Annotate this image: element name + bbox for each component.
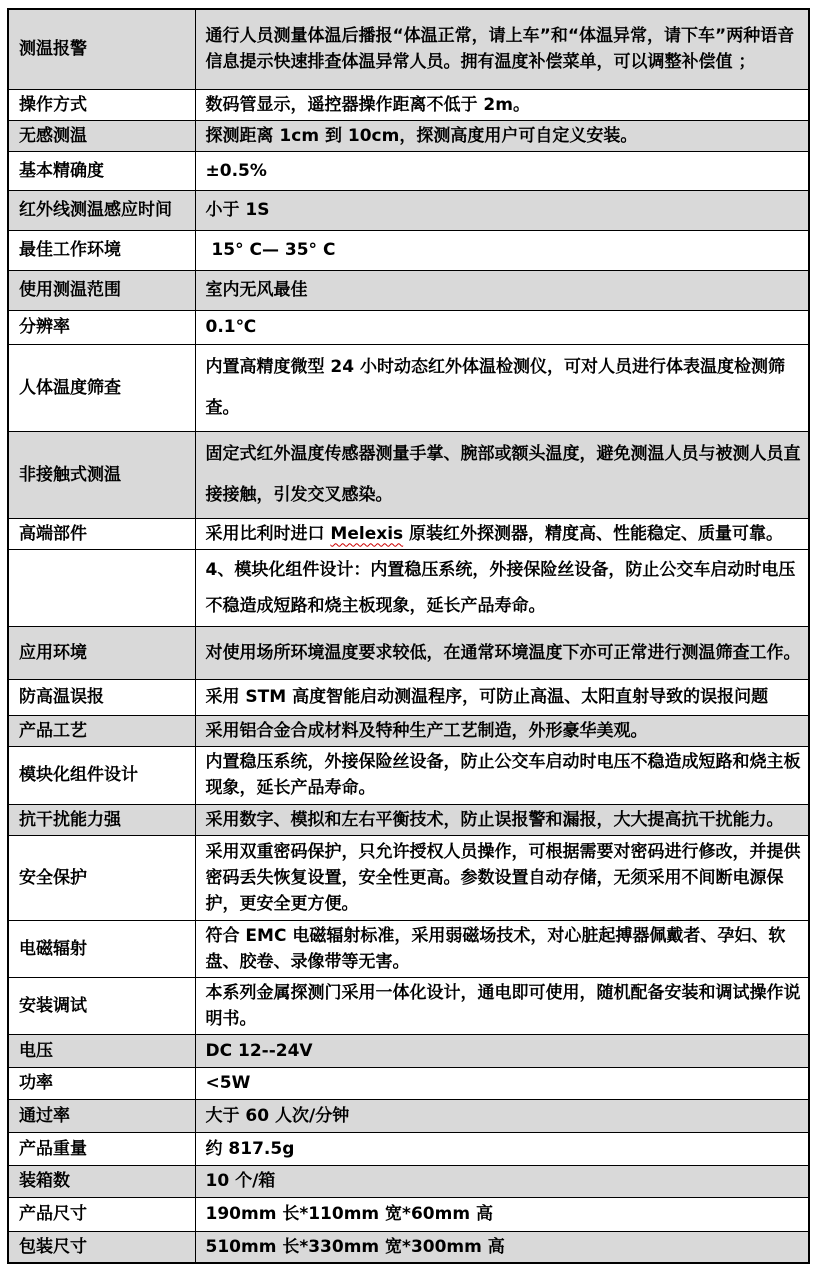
table-row	[8, 1165, 809, 1197]
spec-table-body	[8, 9, 809, 1263]
spec-label-cell	[8, 120, 195, 151]
spellcheck-flagged-word: Melexis	[330, 523, 404, 544]
table-row	[8, 230, 809, 270]
spec-label-cell	[8, 310, 195, 344]
spec-value: 内置稳压系统，外接保险丝设备，防止公交车启动时电压不稳造成短路和烧主板现象，延长产品寿命。	[205, 752, 801, 798]
spec-value-cell	[195, 518, 809, 549]
spec-value-cell	[195, 120, 809, 151]
spec-label: 基本精确度	[19, 160, 104, 181]
spec-value: 190mm 长*110mm 宽*60mm 高	[205, 1204, 493, 1224]
spec-label-cell	[8, 549, 195, 626]
spec-value-cell	[195, 1197, 809, 1231]
spec-label-cell	[8, 270, 195, 310]
spec-value: 10 个/箱	[205, 1171, 276, 1191]
spec-value: 采用 STM 高度智能启动测温程序，可防止高温、太阳直射导致的误报问题	[205, 687, 769, 707]
spec-label: 最佳工作环境	[19, 240, 121, 260]
table-row	[8, 120, 809, 151]
spec-label: 应用环境	[19, 642, 87, 663]
spec-value-cell	[195, 230, 809, 270]
spec-label: 产品尺寸	[19, 1204, 87, 1224]
table-row	[8, 804, 809, 835]
table-row	[8, 310, 809, 344]
spec-value-cell	[195, 626, 809, 679]
spec-label: 产品工艺	[19, 720, 87, 741]
spec-value: DC 12--24V	[205, 1040, 313, 1061]
spec-value: 15° C— 35° C	[205, 240, 336, 260]
spec-value: 探测距离 1cm 到 10cm，探测高度用户可自定义安装。	[205, 125, 638, 146]
spec-value: 数码管显示，遥控器操作距离不低于 2m。	[205, 94, 530, 115]
spec-value-cell	[195, 89, 809, 120]
spec-value-cell	[195, 270, 809, 310]
value-text-segment: 原装红外探测器，精度高、性能稳定、质量可靠。	[403, 523, 784, 544]
spec-value: 大于 60 人次/分钟	[205, 1105, 350, 1126]
spec-label: 抗干扰能力强	[19, 809, 121, 830]
spec-value-cell	[195, 549, 809, 626]
spec-label: 红外线测温感应时间	[19, 200, 172, 220]
spec-label-cell	[8, 804, 195, 835]
spec-label: 分辨率	[19, 317, 70, 337]
spec-value: 内置高精度微型 24 小时动态红外体温检测仪，可对人员进行体表温度检测筛查。	[205, 356, 785, 418]
table-row	[8, 746, 809, 804]
table-row	[8, 1231, 809, 1263]
spec-value: 对使用场所环境温度要求较低，在通常环境温度下亦可正常进行测温筛查工作。	[205, 642, 801, 663]
spec-label-cell	[8, 1165, 195, 1197]
spec-label: 电压	[19, 1040, 53, 1061]
spec-label-cell	[8, 1034, 195, 1067]
spec-value-cell	[195, 1034, 809, 1067]
spec-value-cell	[195, 9, 809, 89]
value-text-segment: 采用比利时进口	[205, 523, 331, 544]
spec-value-cell	[195, 1231, 809, 1263]
table-row	[8, 9, 809, 89]
table-row	[8, 1067, 809, 1099]
spec-value-cell	[195, 344, 809, 431]
spec-value-cell	[195, 1132, 809, 1165]
spec-label: 电磁辐射	[19, 938, 87, 959]
table-row	[8, 549, 809, 626]
spec-value: 采用铝合金合成材料及特种生产工艺制造，外形豪华美观。	[205, 720, 648, 741]
spec-value: 采用双重密码保护，只允许授权人员操作，可根据需要对密码进行修改，并提供密码丢失恢复设置，安全性更高。参数设置自动存储，无须采用不间断电源保护，更安全更方便。	[205, 841, 801, 914]
spec-label-cell	[8, 190, 195, 230]
spec-value: 本系列金属探测门采用一体化设计，通电即可使用，随机配备安装和调试操作说明书。	[205, 982, 801, 1029]
spec-value-cell	[195, 920, 809, 977]
spec-value-cell	[195, 151, 809, 190]
spec-label-cell	[8, 679, 195, 715]
spec-value-cell	[195, 715, 809, 746]
table-row	[8, 1132, 809, 1165]
table-row	[8, 270, 809, 310]
spec-label-cell	[8, 835, 195, 920]
spec-value-cell	[195, 1165, 809, 1197]
table-row	[8, 518, 809, 549]
spec-label: 功率	[19, 1073, 53, 1093]
spec-value: 室内无风最佳	[205, 280, 308, 300]
spec-value: 4、模块化组件设计：内置稳压系统，外接保险丝设备，防止公交车启动时电压不稳造成短路和烧主板现象，延长产品寿命。	[205, 559, 796, 616]
product-spec-table	[7, 8, 810, 1264]
spec-value-cell	[195, 679, 809, 715]
spec-value: ±0.5%	[205, 160, 267, 181]
spec-label-cell	[8, 626, 195, 679]
table-row	[8, 679, 809, 715]
spec-value: 符合 EMC 电磁辐射标准，采用弱磁场技术，对心脏起搏器佩戴者、孕妇、软盘、胶卷、录像带等无害。	[205, 925, 786, 972]
spec-label-cell	[8, 1067, 195, 1099]
table-row	[8, 89, 809, 120]
spec-label: 操作方式	[19, 94, 87, 115]
spec-label: 装箱数	[19, 1171, 70, 1191]
spec-label-cell	[8, 920, 195, 977]
spec-value: 约 817.5g	[205, 1138, 295, 1159]
spec-value-cell	[195, 835, 809, 920]
table-row	[8, 1034, 809, 1067]
spec-label: 无感测温	[19, 125, 87, 146]
spec-value: 0.1℃	[205, 317, 257, 337]
table-row	[8, 190, 809, 230]
table-row	[8, 835, 809, 920]
spec-value-cell	[195, 310, 809, 344]
spec-value: <5W	[205, 1073, 251, 1093]
spec-label-cell	[8, 977, 195, 1034]
spec-label-cell	[8, 1197, 195, 1231]
spec-label-cell	[8, 1231, 195, 1263]
spec-value: 通行人员测量体温后播报“体温正常，请上车”和“体温异常，请下车”两种语音信息提示快速排查体温异常人员。拥有温度补偿菜单，可以调整补偿值 ；	[205, 26, 795, 73]
spec-value-cell	[195, 1099, 809, 1132]
spec-value: 采用数字、模拟和左右平衡技术，防止误报警和漏报，大大提高抗干扰能力。	[205, 809, 784, 830]
spec-value-cell	[195, 746, 809, 804]
table-row	[8, 151, 809, 190]
spec-value: 小于 1S	[205, 200, 270, 220]
spec-label: 使用测温范围	[19, 280, 121, 300]
spec-label-cell	[8, 715, 195, 746]
spec-label-cell	[8, 746, 195, 804]
spec-value-cell	[195, 190, 809, 230]
spec-label: 测温报警	[19, 39, 87, 60]
spec-value-cell	[195, 1067, 809, 1099]
spec-label: 防高温误报	[19, 687, 104, 707]
table-row	[8, 431, 809, 518]
spec-label-cell	[8, 230, 195, 270]
spec-label-cell	[8, 1132, 195, 1165]
spec-label-cell	[8, 344, 195, 431]
table-row	[8, 977, 809, 1034]
table-row	[8, 920, 809, 977]
spec-label: 非接触式测温	[19, 464, 121, 485]
spec-label: 高端部件	[19, 523, 87, 544]
spec-label-cell	[8, 431, 195, 518]
spec-label-cell	[8, 89, 195, 120]
table-row	[8, 344, 809, 431]
table-row	[8, 715, 809, 746]
table-row	[8, 1099, 809, 1132]
spec-value-cell	[195, 804, 809, 835]
spec-label: 安装调试	[19, 995, 87, 1016]
spec-value: 固定式红外温度传感器测量手掌、腕部或额头温度，避免测温人员与被测人员直接接触，引发交叉感染。	[205, 443, 801, 505]
spec-label: 通过率	[19, 1105, 70, 1126]
spec-value-cell	[195, 431, 809, 518]
table-row	[8, 1197, 809, 1231]
spec-label-cell	[8, 518, 195, 549]
spec-label: 产品重量	[19, 1138, 87, 1159]
spec-value: 510mm 长*330mm 宽*300mm 高	[205, 1236, 505, 1257]
spec-label: 包装尺寸	[19, 1236, 87, 1257]
table-row	[8, 626, 809, 679]
spec-label: 安全保护	[19, 867, 87, 888]
spec-label-cell	[8, 1099, 195, 1132]
spec-value-cell	[195, 977, 809, 1034]
spec-value	[206, 524, 784, 544]
spec-label-cell	[8, 151, 195, 190]
spec-label: 人体温度筛查	[19, 377, 121, 398]
spec-label-cell	[8, 9, 195, 89]
spec-label: 模块化组件设计	[19, 765, 138, 785]
